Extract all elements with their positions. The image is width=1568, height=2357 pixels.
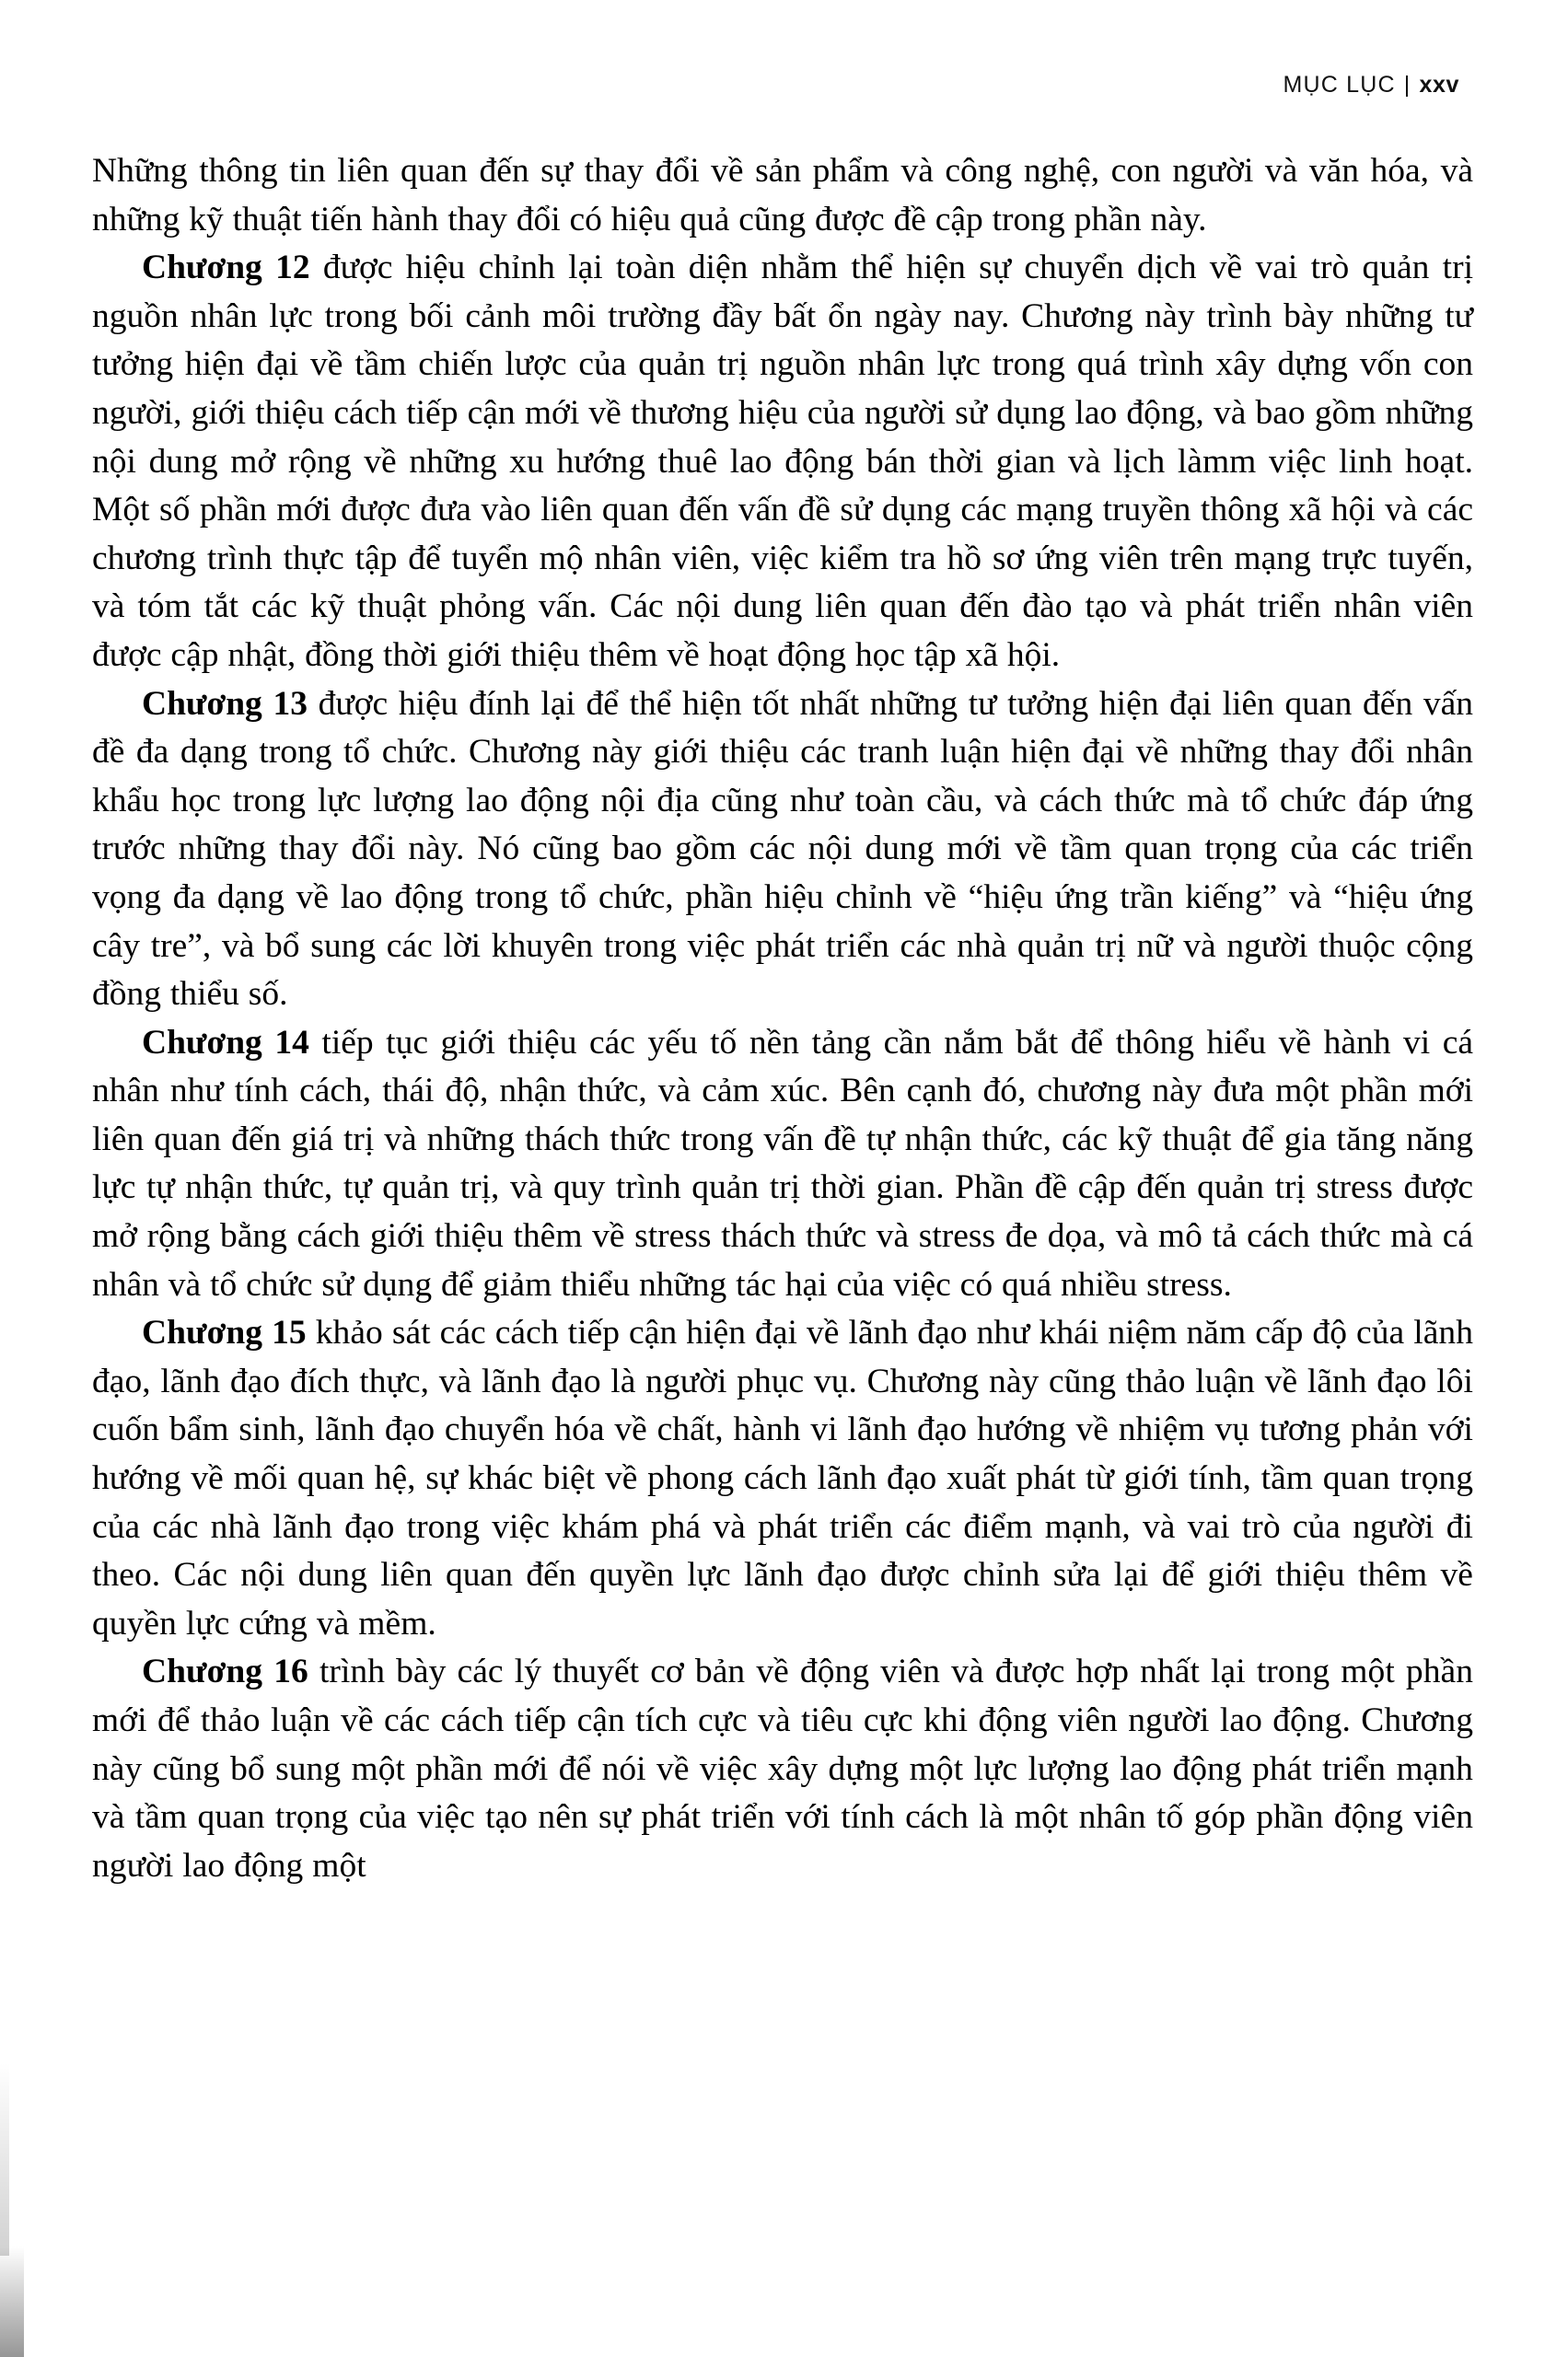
running-head	[1283, 72, 1459, 99]
paragraph	[92, 1648, 1473, 1890]
paragraph-text: được hiệu chỉnh lại toàn diện nhằm thể hiện sự chuyển dịch về vai trò quản trị nguồn nhân lực trong bối cảnh môi trường đầy bất ổn ngày nay. Chương này trình bày những tư tưởng hiện đại về tầm chiến lược của quản trị nguồn nhân lực trong quá trình xây dựng vốn con người, giới thiệu cách tiếp cận mới về thương hiệu của người sử dụng lao động, và bao gồm những nội dung mở rộng về những xu hướng thuê lao động bán thời gian và lịch làmm việc linh hoạt. Một số phần mới được đưa vào liên quan đến vấn đề sử dụng các mạng truyền thông xã hội và các chương trình thực tập để tuyển mộ nhân viên, việc kiểm tra hồ sơ ứng viên trên mạng trực tuyến, và tóm tắt các kỹ thuật phỏng vấn. Các nội dung liên quan đến đào tạo và phát triển nhân viên được cập nhật, đồng thời giới thiệu thêm về hoạt động học tập xã hội.	[92, 249, 1474, 674]
page-number: xxv	[1419, 72, 1459, 98]
paragraph-text: được hiệu đính lại để thể hiện tốt nhất những tư tưởng hiện đại liên quan đến vấn đề đa dạng trong tổ chức. Chương này giới thiệu các tranh luận hiện đại về những thay đổi nhân khẩu học trong lực lượng lao động nội địa cũng như toàn cầu, và cách thức mà tổ chức đáp ứng trước những thay đổi này. Nó cũng bao gồm các nội dung mới về tầm quan trọng của các triển vọng đa dạng về lao động trong tổ chức, phần hiệu chỉnh về “hiệu ứng trần kiếng” và “hiệu ứng cây tre”, và bổ sung các lời khuyên trong việc phát triển các nhà quản trị nữ và người thuộc cộng đồng thiểu số.	[92, 684, 1474, 1014]
running-head-label: MỤC LỤC	[1283, 72, 1396, 98]
paragraph-text: Những thông tin liên quan đến sự thay đổi về sản phẩm và công nghệ, con người và văn hóa, và những kỹ thuật tiến hành thay đổi có hiệu quả cũng được đề cập trong phần này.	[92, 152, 1473, 238]
paragraph	[92, 1309, 1473, 1648]
paragraph	[92, 147, 1473, 244]
body-text-block	[92, 147, 1473, 1890]
chapter-label: Chương 14	[142, 1023, 309, 1062]
paragraph	[92, 244, 1473, 679]
chapter-label: Chương 12	[142, 249, 310, 287]
chapter-label: Chương 15	[142, 1314, 307, 1353]
paragraph-text: khảo sát các cách tiếp cận hiện đại về lãnh đạo như khái niệm năm cấp độ của lãnh đạo, lãnh đạo đích thực, và lãnh đạo là người phục vụ. Chương này cũng thảo luận về lãnh đạo lôi cuốn bẩm sinh, lãnh đạo chuyển hóa về chất, hành vi lãnh đạo hướng về nhiệm vụ tương phản với hướng về mối quan hệ, sự khác biệt về phong cách lãnh đạo xuất phát từ giới tính, tầm quan trọng của các nhà lãnh đạo trong việc khám phá và phát triển các điểm mạnh, và vai trò của người đi theo. Các nội dung liên quan đến quyền lực lãnh đạo được chỉnh sửa lại để giới thiệu thêm về quyền lực cứng và mềm.	[92, 1314, 1473, 1643]
scan-edge-artifact	[0, 2247, 24, 2357]
chapter-label: Chương 13	[142, 684, 308, 723]
scan-edge-artifact-upper	[0, 2062, 9, 2256]
chapter-label: Chương 16	[142, 1653, 308, 1691]
paragraph	[92, 680, 1473, 1019]
paragraph-text: tiếp tục giới thiệu các yếu tố nền tảng cần nắm bắt để thông hiểu về hành vi cá nhân như tính cách, thái độ, nhận thức, và cảm xúc. Bên cạnh đó, chương này đưa một phần mới liên quan đến giá trị và những thách thức trong vấn đề tự nhận thức, các kỹ thuật để gia tăng năng lực tự nhận thức, tự quản trị, và quy trình quản trị thời gian. Phần đề cập đến quản trị stress được mở rộng bằng cách giới thiệu thêm về stress thách thức và stress đe dọa, và mô tả cách thức mà cá nhân và tổ chức sử dụng để giảm thiểu những tác hại của việc có quá nhiều stress.	[92, 1023, 1474, 1304]
running-head-separator: |	[1403, 72, 1411, 98]
paragraph	[92, 1019, 1473, 1310]
paragraph-text: trình bày các lý thuyết cơ bản về động viên và được hợp nhất lại trong một phần mới để thảo luận về các cách tiếp cận tích cực và tiêu cực khi động viên người lao động. Chương này cũng bổ sung một phần mới để nói về việc xây dựng một lực lượng lao động phát triển mạnh và tầm quan trọng của việc tạo nên sự phát triển với tính cách là một nhân tố góp phần động viên người lao động một	[92, 1653, 1473, 1885]
